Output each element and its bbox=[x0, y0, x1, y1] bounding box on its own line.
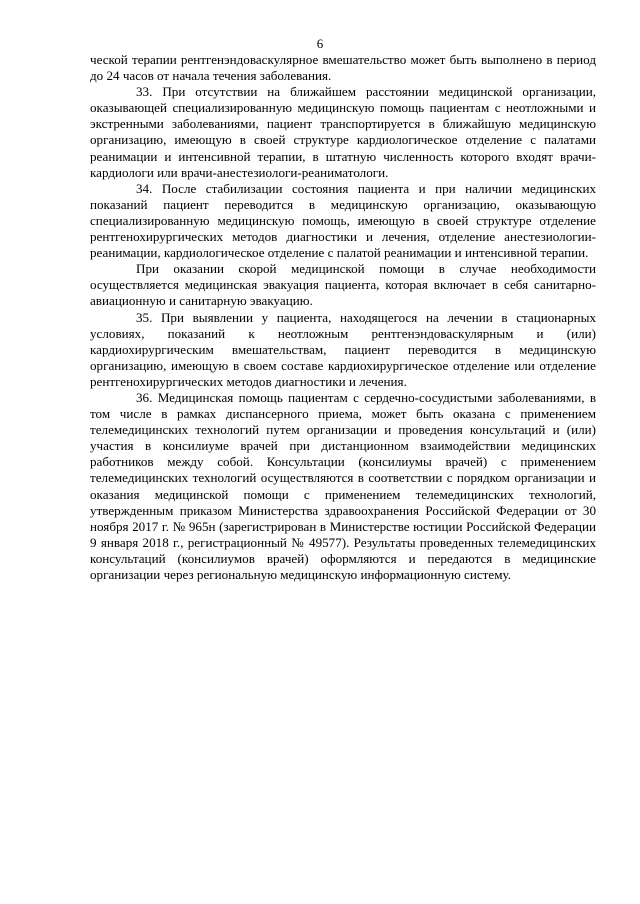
paragraph-33: 33. При отсутствии на ближайшем расстоянии медицинской организации, оказывающей специализированную медицинскую помощь пациентам с неотложными и экстренными заболеваниями, пациент транспортируется в ближайшую медицинскую организацию, имеющую в своей структуре кардиологическое отделение с палатами реанимации и интенсивной терапии, в штатную численность которого входят врачи-кардиологи или врачи-анестезиологи-реаниматологи. bbox=[90, 84, 596, 180]
paragraph-35: 35. При выявлении у пациента, находящегося на лечении в стационарных условиях, показаний к неотложным рентгенэндоваскулярным и (или) кардиохирургическим вмешательствам, пациент переводится в медицинскую организацию, имеющую в своем составе кардиохирургическое отделение или отделение рентгенохирургических методов диагностики и лечения. bbox=[90, 309, 596, 389]
paragraph-34-ambulance: При оказании скорой медицинской помощи в случае необходимости осуществляется медицинская эвакуация пациента, которая включает в себя санитарно-авиационную и санитарную эвакуацию. bbox=[90, 261, 596, 309]
paragraph-36: 36. Медицинская помощь пациентам с сердечно-сосудистыми заболеваниями, в том числе в рамках диспансерного приема, может быть оказана с применением телемедицинских технологий путем организации и проведения консультаций и (или) участия в консилиуме врачей при дистанционном взаимодействии медицинских работников между собой. Консультации (консилиумы врачей) с применением телемедицинских технологий осуществляются в соответствии с порядком организации и оказания медицинской помощи с применением телемедицинских технологий, утвержденным приказом Министерства здравоохранения Российской Федерации от 30 ноября 2017 г. № 965н (зарегистрирован в Министерстве юстиции Российской Федерации 9 января 2018 г., регистрационный № 49577). Результаты проведенных телемедицинских консультаций (консилиумов врачей) оформляются и передаются в медицинские организации через региональную медицинскую информационную систему. bbox=[90, 389, 596, 582]
paragraph-34: 34. После стабилизации состояния пациента и при наличии медицинских показаний пациент переводится в медицинскую организацию, оказывающую специализированную медицинскую помощь, имеющую в своей структуре отделение рентгенохирургических методов диагностики и лечения, отделение анестезиологии-реанимации, кардиологическое отделение с палатой реанимации и интенсивной терапии. bbox=[90, 180, 596, 261]
document-body bbox=[90, 52, 596, 583]
paragraph-continuation: ческой терапии рентгенэндоваскулярное вмешательство может быть выполнено в период до 24 часов от начала течения заболевания. bbox=[90, 52, 596, 84]
page-number: 6 bbox=[316, 36, 324, 51]
